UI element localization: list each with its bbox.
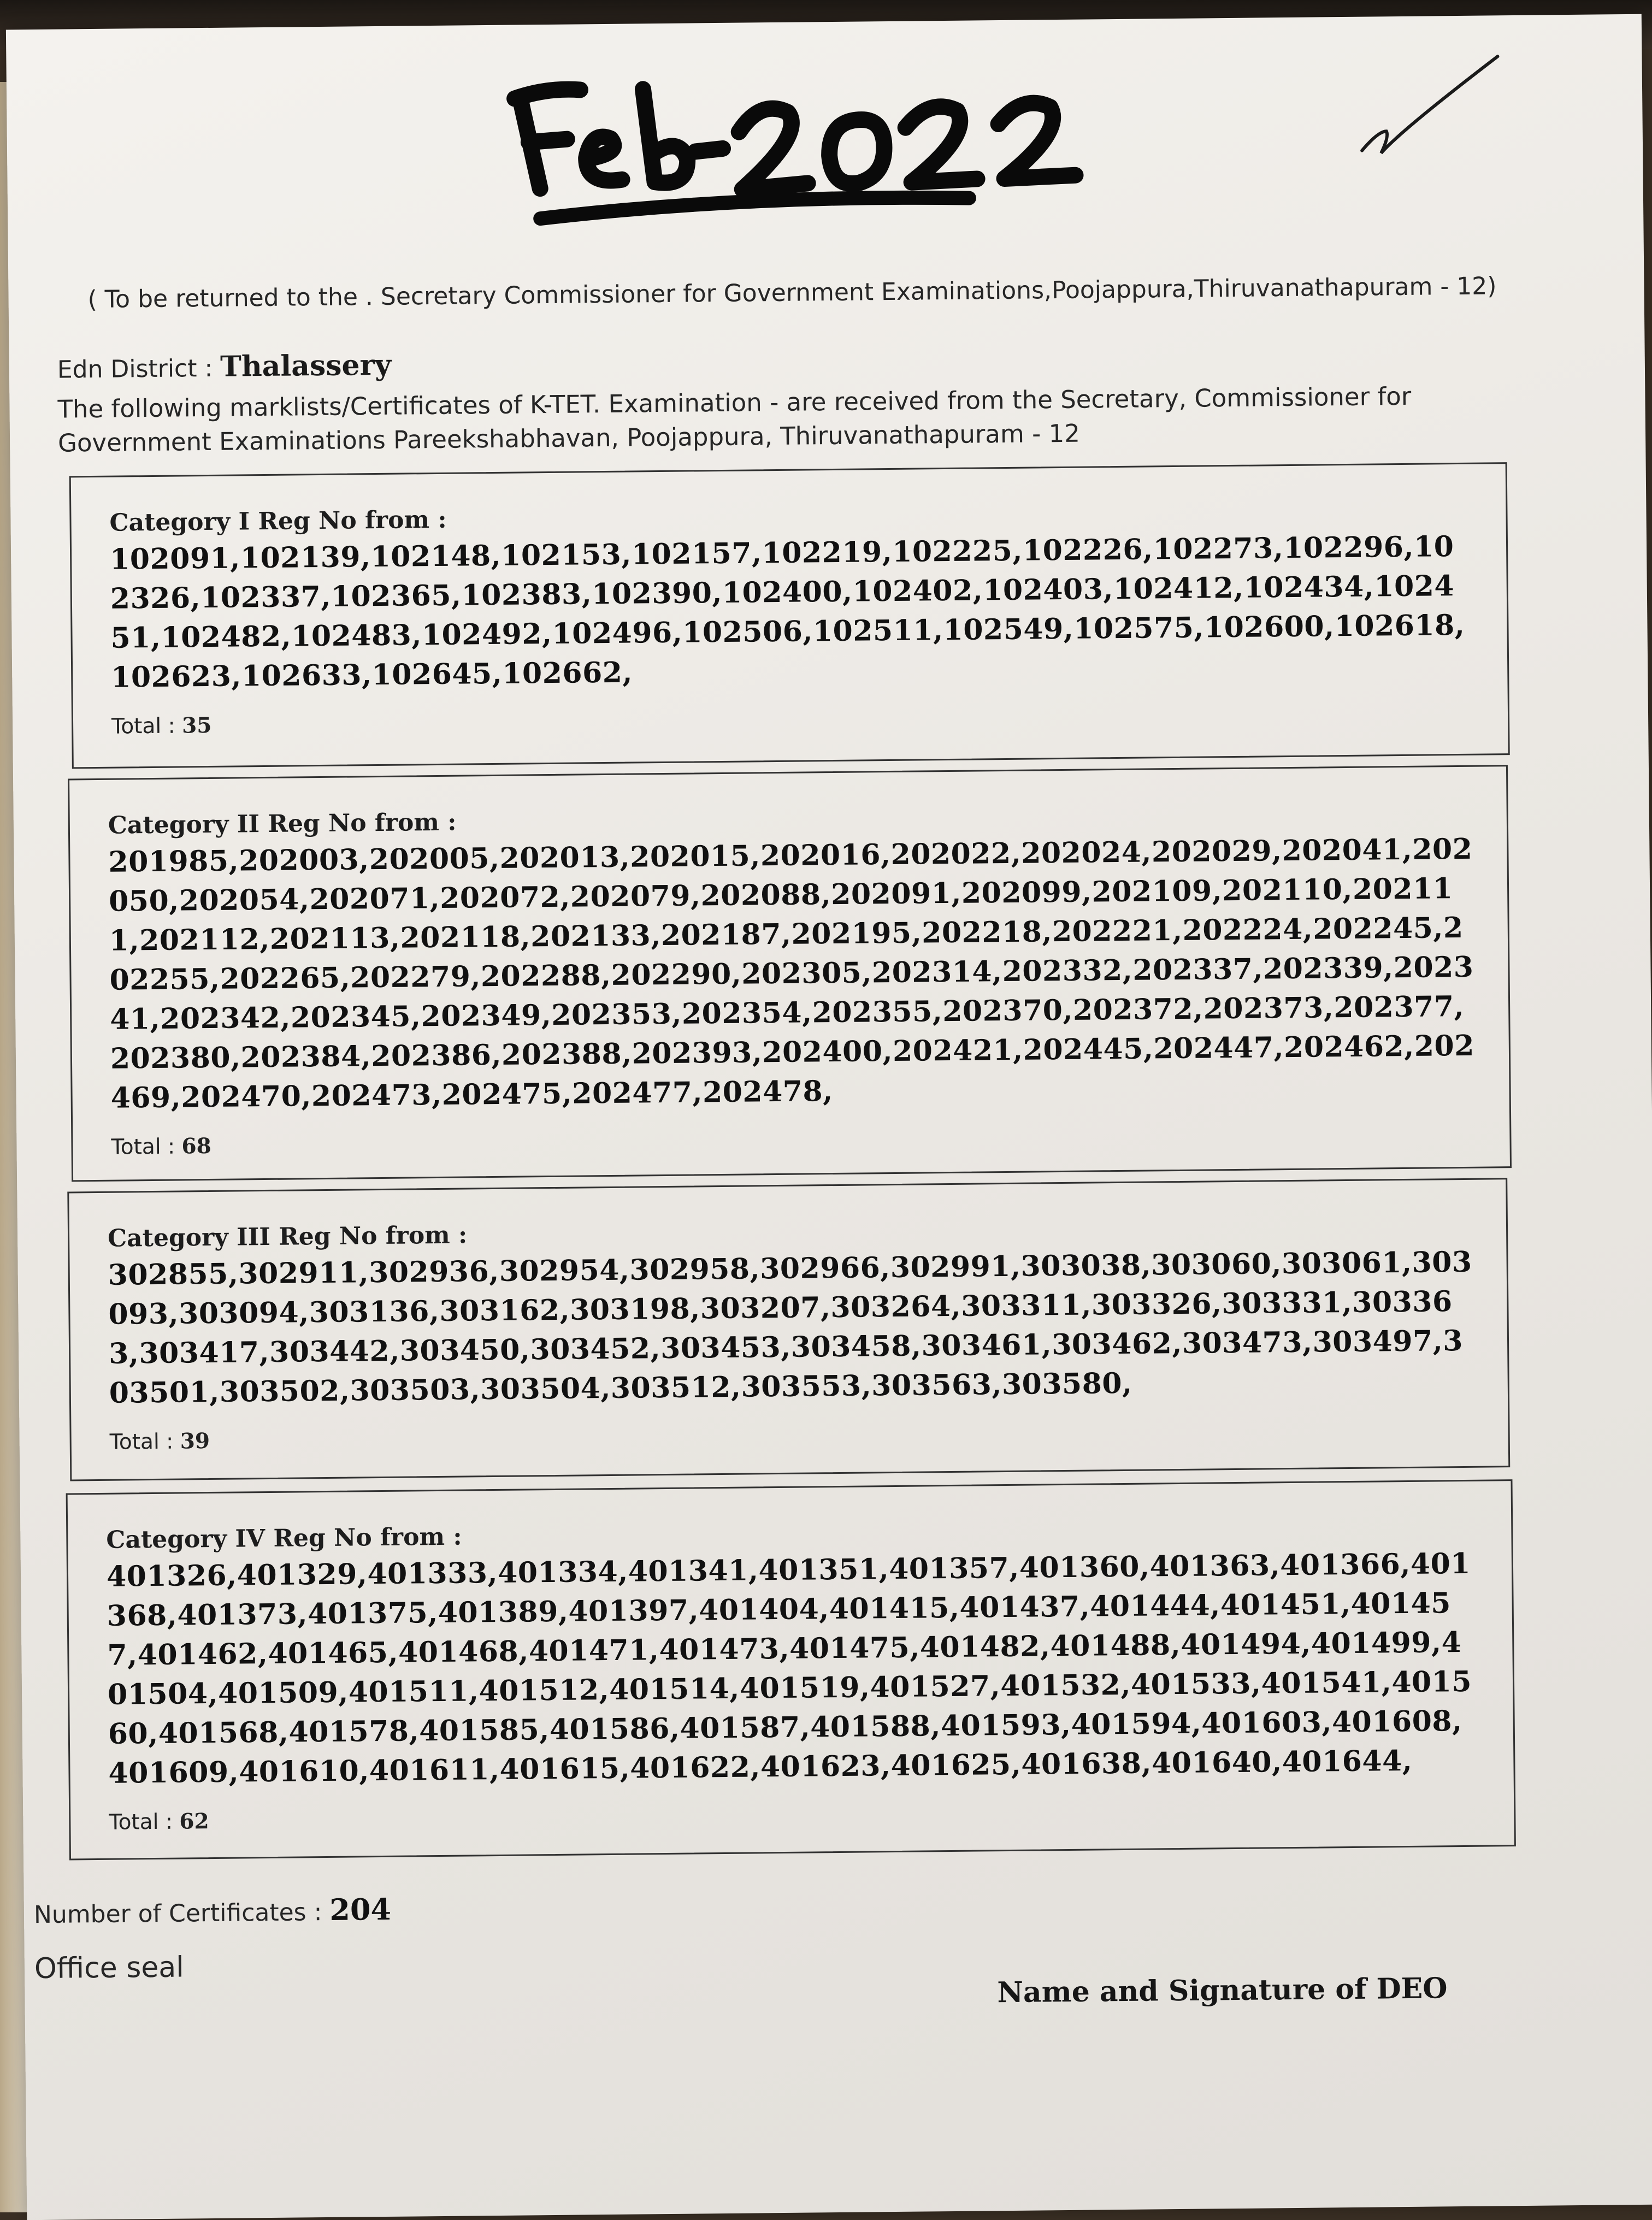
document-sheet: [6, 14, 1652, 2220]
category-total: [109, 1416, 1475, 1455]
registration-number-list: 401326,401329,401333,401334,401341,401351,401357,401360,401363,401366,401368,401373,401375,401389,401397,401404,401415,401437,401444,401451,401457,401462,401465,401468,401471,401473,401475,401482,401488,401494,401499,401504,401509,401511,401512,401514,401519,401527,401532,401533,401541,401560,401568,401578,401585,401586,401587,401588,401593,401594,401603,401608,401609,401610,401611,401615,401622,401623,401625,401638,401640,401644,: [106, 1546, 1472, 1790]
category-ii-box: [68, 765, 1512, 1182]
total-label: Total :: [109, 1429, 174, 1455]
handwritten-check-mark: [1355, 48, 1504, 175]
num-certificates-value: 204: [329, 1891, 392, 1927]
registration-number-list: 201985,202003,202005,202013,202015,202016,202022,202024,202029,202041,202050,202054,202071,202072,202079,202088,202091,202099,202109,202110,202111,202112,202113,202118,202133,202187,202195,202218,202221,202224,202245,202255,202265,202279,202288,202290,202305,202314,202332,202337,202339,202341,202342,202345,202349,202353,202354,202355,202370,202372,202373,202377,202380,202384,202386,202388,202393,202400,202421,202445,202447,202462,202469,202470,202473,202475,202477,202478,: [108, 832, 1475, 1115]
category-title: Category IV Reg No from :: [106, 1522, 462, 1554]
category-title: Category II Reg No from :: [108, 808, 457, 840]
office-seal-label: Office seal: [34, 1951, 184, 1986]
category-total: [111, 1121, 1477, 1160]
total-value: 35: [181, 712, 212, 739]
total-value: 39: [180, 1428, 210, 1454]
category-iv-box: [66, 1479, 1516, 1860]
number-of-certificates: [34, 1892, 392, 1930]
total-value: 62: [179, 1809, 209, 1834]
intro-paragraph: The following marklists/Certificates of K-TET. Examination - are received from the Secretary, Commissioner for Government Examinations Pareekshabhavan, Poojappura, Thiruvanathapuram - 12: [57, 381, 1412, 458]
category-title: Category I Reg No from :: [109, 505, 447, 537]
deo-signature-label: Name and Signature of DEO: [997, 1971, 1448, 2010]
category-title: Category III Reg No from :: [107, 1221, 468, 1253]
return-instruction: ( To be returned to the . Secretary Commissioner for Government Examinations,Poojappura,Thiruvanathapuram - 12): [87, 272, 1497, 314]
handwritten-date-title: [498, 52, 1133, 244]
category-total: [109, 1797, 1481, 1835]
category-total: [111, 701, 1475, 739]
total-value: 68: [181, 1133, 212, 1159]
registration-number-list: 102091,102139,102148,102153,102157,102219,102225,102226,102273,102296,102326,102337,102365,102383,102390,102400,102402,102403,102412,102434,102451,102482,102483,102492,102496,102506,102511,102549,102575,102600,102618,102623,102633,102645,102662,: [109, 530, 1465, 694]
total-label: Total :: [109, 1809, 173, 1835]
category-i-box: [69, 462, 1510, 769]
total-label: Total :: [111, 713, 175, 739]
total-label: Total :: [111, 1134, 175, 1160]
district-value: Thalassery: [220, 348, 392, 383]
category-iii-box: [67, 1178, 1510, 1481]
district-label: Edn District :: [57, 354, 213, 384]
num-certificates-label: Number of Certificates :: [33, 1898, 322, 1929]
registration-number-list: 302855,302911,302936,302954,302958,302966,302991,303038,303060,303061,303093,303094,303136,303162,303198,303207,303264,303311,303326,303331,303363,303417,303442,303450,303452,303453,303458,303461,303462,303473,303497,303501,303502,303503,303504,303512,303553,303563,303580,: [108, 1245, 1472, 1410]
education-district: [57, 349, 392, 385]
